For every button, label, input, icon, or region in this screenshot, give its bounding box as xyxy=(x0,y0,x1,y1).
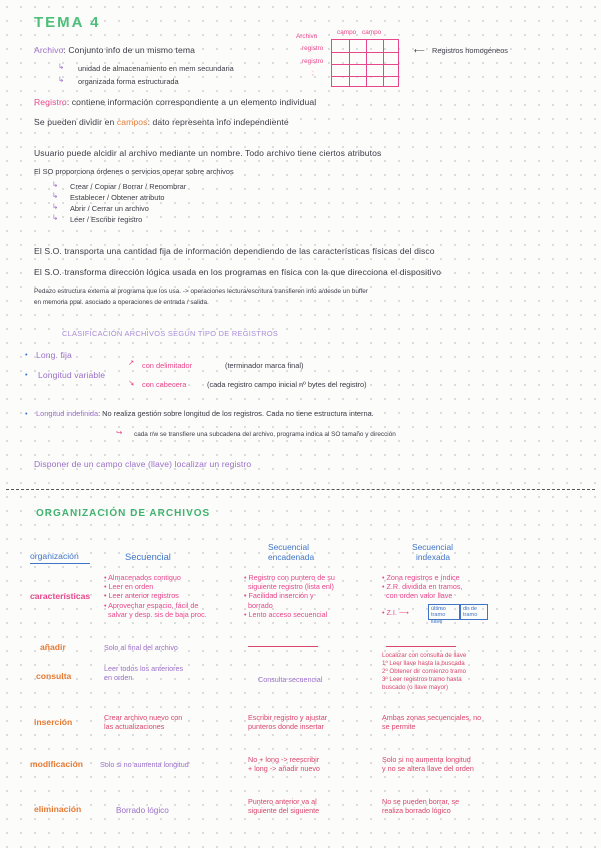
clasificacion-title: CLASIFICACIÓN ARCHIVOS SEGÚN TIPO DE REGISTROS xyxy=(62,329,279,338)
ins-sec-2: las actualizaciones xyxy=(104,722,165,732)
campos-pre: Se pueden dividir en xyxy=(34,117,115,127)
diagram-label-campo-2: campo xyxy=(362,29,382,36)
col-header-indexada-1: Secuencial xyxy=(412,542,453,552)
row-label-anadir: añadir xyxy=(40,642,66,652)
arrow-icon: ↳ xyxy=(58,75,65,84)
insercion-secuencial xyxy=(104,713,182,731)
anadir-indexada-dash xyxy=(386,646,456,647)
cabecera-label: con cabecera xyxy=(142,380,187,389)
so-item-4: Leer / Escribir registro xyxy=(70,215,143,224)
consulta-encadenada: Consulta secuencial xyxy=(258,675,323,684)
section-divider xyxy=(6,489,595,490)
car-ind-1: Zona registros e índice xyxy=(386,573,460,582)
car-enc-2: siguiente registro (lista enl) xyxy=(248,582,334,592)
elim-ind-1: No se pueden borrar, se xyxy=(382,797,460,806)
arrow-icon: ↳ xyxy=(52,191,59,200)
eliminacion-indexada xyxy=(382,797,459,815)
modificacion-indexada xyxy=(382,755,474,773)
branch-arrow-icon: ↗ xyxy=(128,358,135,367)
archivo-sub1: unidad de almacenamiento en mem secundaria xyxy=(78,64,234,73)
usuario-line: Usuario puede alcidir al archivo mediante un nombre. Todo archivo tiene ciertos atributos xyxy=(34,148,382,158)
consulta-secuencial xyxy=(104,664,183,682)
col-header-indexada-2: indexada xyxy=(416,552,450,562)
ins-enc-2: punteros donde insertar xyxy=(248,722,324,732)
row-label-insercion: inserción xyxy=(34,717,73,727)
col-header-encadenada-2: encadenada xyxy=(268,552,315,562)
so-item-1: Crear / Copiar / Borrar / Renombrar xyxy=(70,182,187,191)
consulta-ind-2: 1º Leer llave hasta la buscada xyxy=(382,660,465,667)
arrow-icon: ↳ xyxy=(52,180,59,189)
indefinida-text: : No realiza gestión sobre longitud de los registros. Cada no tiene estructura interna. xyxy=(98,409,374,418)
consulta-sec-2: en orden xyxy=(104,673,133,683)
archivo-definition xyxy=(34,45,195,55)
delimitador-note: (terminador marca final) xyxy=(225,361,304,370)
bullet-icon: • xyxy=(25,370,28,379)
indefinida-sub: cada r/w se transfiere una subcadena del archivo, programa indica al SO tamaño y dirección xyxy=(134,431,396,438)
elim-enc-1: Puntero anterior va al xyxy=(248,797,317,806)
car-sec-5: salvar y desp. sis de baja proc. xyxy=(108,609,207,619)
arrow-icon: ⟵ xyxy=(414,46,425,55)
so-item-3: Abrir / Cerrar un archivo xyxy=(70,204,149,213)
consulta-indexada xyxy=(382,652,466,692)
diagram-label-registro-2: registro xyxy=(302,58,324,65)
mod-enc-1: No + long -> reescribir xyxy=(248,755,320,764)
ins-ind-2: se permite xyxy=(382,722,416,732)
car-ind-3: con orden valor llave xyxy=(386,591,453,601)
mod-ind-1: Solo si no aumenta longitud xyxy=(382,755,471,764)
modificacion-encadenada xyxy=(248,755,320,773)
mod-enc-2: + long -> añadir nuevo xyxy=(248,764,320,774)
arrow-icon: ↳ xyxy=(52,202,59,211)
consulta-ind-1: Localizar con consulta de llave xyxy=(382,652,467,659)
registro-definition xyxy=(34,97,316,107)
eliminacion-encadenada xyxy=(248,797,319,815)
indefinida-line xyxy=(36,409,374,418)
zi-box-llave: último tramo llave xyxy=(428,604,460,620)
car-ind-2: Z.R. dividida en tramos, xyxy=(386,582,463,592)
ins-enc-1: Escribir registro y ajustar xyxy=(248,713,328,722)
consulta-sec-1: Leer todos los anteriores xyxy=(104,664,184,673)
car-enc-3: Facilidad inserción y xyxy=(248,591,314,601)
arrow-icon: ↳ xyxy=(58,62,65,71)
archivo-term: Archivo xyxy=(34,45,64,55)
long-variable: Longitud variable xyxy=(38,370,106,380)
car-encadenada: • Registro con puntero de su siguiente registro (lista enl) • Facilidad inserción y borrado • Lento acceso secuencial xyxy=(244,573,335,619)
campos-line xyxy=(34,117,289,127)
diagram-label-registro: registro xyxy=(302,45,324,52)
anadir-secuencial: Solo al final del archivo xyxy=(104,643,178,652)
row-label-caracteristicas: características xyxy=(30,591,91,601)
car-enc-4: borrado xyxy=(248,600,273,610)
car-indexada: • Zona registros e índice • Z.R. dividida en tramos, con orden valor llave xyxy=(382,573,463,601)
ins-ind-1: Ambas zonas secuenciales, no xyxy=(382,713,482,722)
disponer-line: Disponer de un campo clave (llave) localizar un registro xyxy=(34,459,252,469)
elim-enc-2: siguiente del siguiente xyxy=(248,806,320,816)
long-fija: Long. fija xyxy=(36,350,72,360)
diagram-label-archivo: Archivo xyxy=(296,33,318,40)
page-title: TEMA 4 xyxy=(34,14,101,31)
consulta-ind-5: buscado (o llave mayor) xyxy=(382,684,449,691)
mod-ind-2: y no se altera llave del orden xyxy=(382,764,474,774)
car-secuencial: • Almacenados contiguo • Leer en orden • Leer anterior registros • Aprovechar espacio, fácil de salvar y desp. sis de baja proc. xyxy=(104,573,207,619)
col-header-encadenada-1: Secuencial xyxy=(268,542,309,552)
registro-text: : contiene información correspondiente a un elemento individual xyxy=(66,97,317,107)
arrow-icon: ↳ xyxy=(52,213,59,222)
ins-sec-1: Crear archivo nuevo con xyxy=(104,713,183,722)
campos-term: campos xyxy=(116,117,148,127)
car-enc-5: Lento acceso secuencial xyxy=(248,609,328,619)
row-label-eliminacion: eliminación xyxy=(34,804,82,814)
zi-box-dir: dir de tramo xyxy=(460,604,488,620)
bullet-icon: • xyxy=(25,350,28,359)
row-label-consulta: consulta xyxy=(36,671,72,681)
consulta-ind-4: 3º Leer registros tramo hasta xyxy=(382,676,462,683)
indefinida-term: Longitud indefinida xyxy=(36,409,99,418)
car-sec-2: Leer en orden xyxy=(108,582,154,592)
arrow-icon: ↪ xyxy=(116,428,123,437)
so-line: El SO proporciona órdenes o servicios operar sobre archivos xyxy=(34,167,234,176)
campos-post: : dato representa info independiente xyxy=(147,117,289,127)
organizacion-title: ORGANIZACIÓN DE ARCHIVOS xyxy=(36,508,211,519)
elim-ind-2: realiza borrado lógico xyxy=(382,806,451,816)
anadir-encadenada-dash xyxy=(248,646,318,647)
car-sec-3: Leer anterior registros xyxy=(108,591,179,601)
eliminacion-secuencial: Borrado lógico xyxy=(116,806,169,815)
car-sec-4: Aprovechar espacio, fácil de xyxy=(108,600,199,610)
bullet-icon: • xyxy=(25,409,28,418)
archivo-text: : Conjunto info de un mismo tema xyxy=(63,45,196,55)
pedazo-line-1: Pedazo estructura externa al programa que los usa. -> operaciones lectura/escritura transfieren info a/desde un buffer xyxy=(34,288,368,295)
cabecera-note: (cada registro campo inicial nº bytes del registro) xyxy=(207,380,367,389)
records-diagram-grid xyxy=(331,39,399,87)
transforma-line: El S.O. transforma dirección lógica usada en los programas en física con la que direcciona el dispositivo xyxy=(34,267,441,277)
pedazo-line-2: en memoria ppal. asociado a operaciones de entrada / salida. xyxy=(34,299,209,306)
col-header-underline xyxy=(30,563,90,564)
diagram-label-campo: campo xyxy=(337,29,357,36)
insercion-indexada xyxy=(382,713,481,731)
car-enc-1: Registro con puntero de su xyxy=(248,573,335,582)
modificacion-secuencial: Solo si no aumenta longitud xyxy=(100,760,189,769)
col-header-organizacion: organización xyxy=(30,551,79,561)
diagram-label-dots: ; xyxy=(312,70,314,77)
registro-term: Registro xyxy=(34,97,67,107)
row-label-modificacion: modificación xyxy=(30,759,84,769)
transporta-line: El S.O. transporta una cantidad fija de información dependiendo de las características físicas del disco xyxy=(34,246,435,256)
consulta-ind-3: 2º Obtener dir comienzo tramo xyxy=(382,668,467,675)
car-ind-zi: • Z.I. ⟶ xyxy=(382,608,410,617)
so-item-2: Establecer / Obtener atributo xyxy=(70,193,165,202)
registros-homogeneos: Registros homogéneos xyxy=(432,46,509,55)
col-header-secuencial: Secuencial xyxy=(125,551,171,562)
archivo-sub2: organizada forma estructurada xyxy=(78,77,179,86)
car-ind-4: Z.I. xyxy=(386,608,397,617)
delimitador-label: con delimitador xyxy=(142,361,193,370)
branch-arrow-icon: ↘ xyxy=(128,378,135,387)
insercion-encadenada xyxy=(248,713,327,731)
car-sec-1: Almacenados contiguo xyxy=(108,573,181,582)
